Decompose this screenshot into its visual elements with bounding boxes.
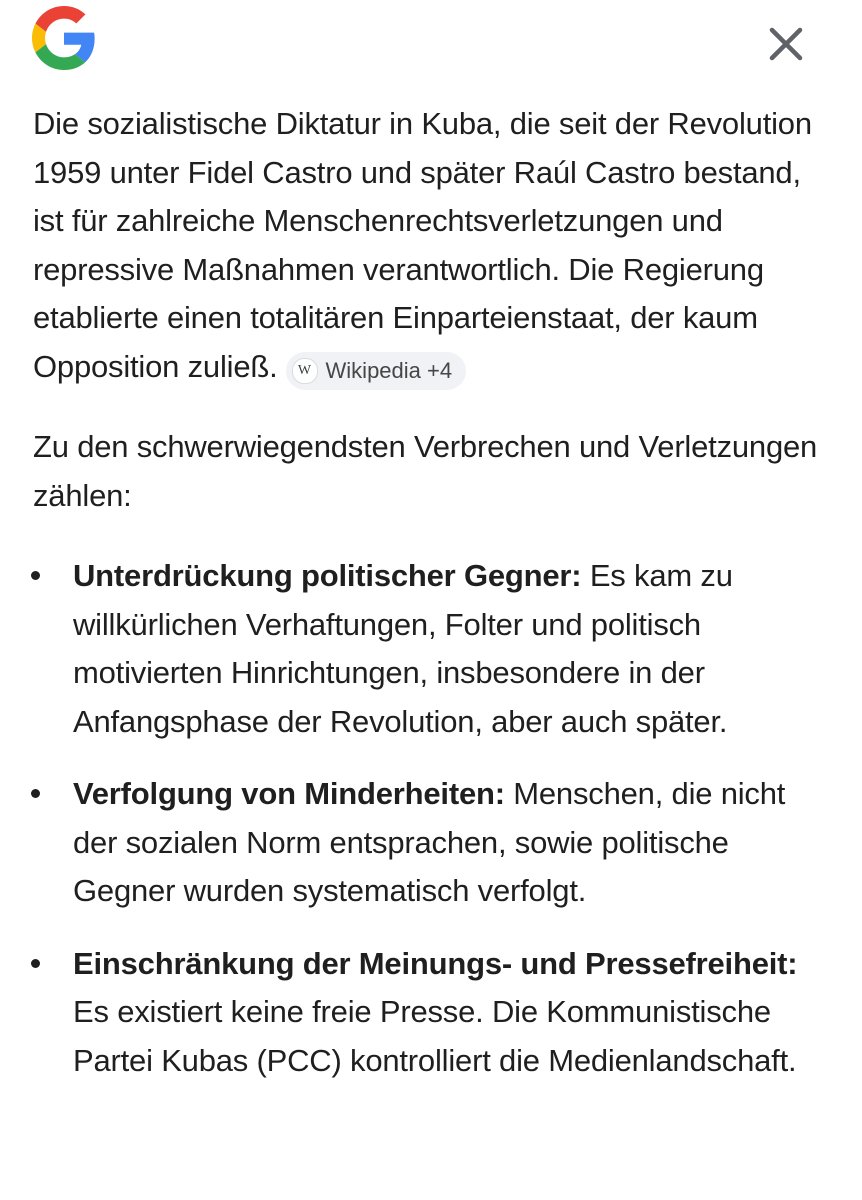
google-g-logo-icon (32, 6, 96, 70)
list-item (33, 552, 833, 746)
list-item (33, 940, 833, 1086)
ai-overview-content (33, 100, 833, 1085)
list-item-title: Einschränkung der Meinungs- und Pressefreiheit: (73, 945, 798, 981)
header (0, 0, 862, 90)
intro-text: Die sozialistische Diktatur in Kuba, die seit der Revolution 1959 unter Fidel Castro und später Raúl Castro bestand, ist für zahlreiche Menschenrechtsverletzungen und repressive Maßnahmen verantwortlich. Die Regierung etablierte einen totalitären Einparteienstaat, der kaum Opposition zuließ. (33, 106, 812, 384)
source-chip-label: Wikipedia +4 (325, 357, 453, 383)
list-item-text: Es kam zu willkürlichen Verhaftungen, Folter und politisch motivierten Hinrichtungen, insbesondere in der Anfangsphase der Revolution, aber auch später. (73, 558, 733, 739)
list-intro-paragraph: Zu den schwerwiegendsten Verbrechen und Verletzungen zählen: (33, 429, 818, 513)
list-item (33, 770, 833, 916)
list-item-title: Unterdrückung politischer Gegner: (73, 558, 582, 593)
wikipedia-icon: W (292, 358, 318, 384)
list-item-text: Menschen, die nicht der sozialen Norm entsprachen, sowie politische Gegner wurden systematisch verfolgt. (73, 776, 786, 908)
list-item-title: Verfolgung von Minderheiten: (73, 776, 505, 811)
list-item-text: Es existiert keine freie Presse. Die Kommunistische Partei Kubas (PCC) kontrolliert die Medienlandschaft. (73, 994, 797, 1078)
intro-paragraph (33, 100, 833, 391)
source-chip[interactable] (286, 352, 467, 390)
close-icon[interactable] (764, 22, 808, 66)
crimes-list (33, 552, 833, 1085)
